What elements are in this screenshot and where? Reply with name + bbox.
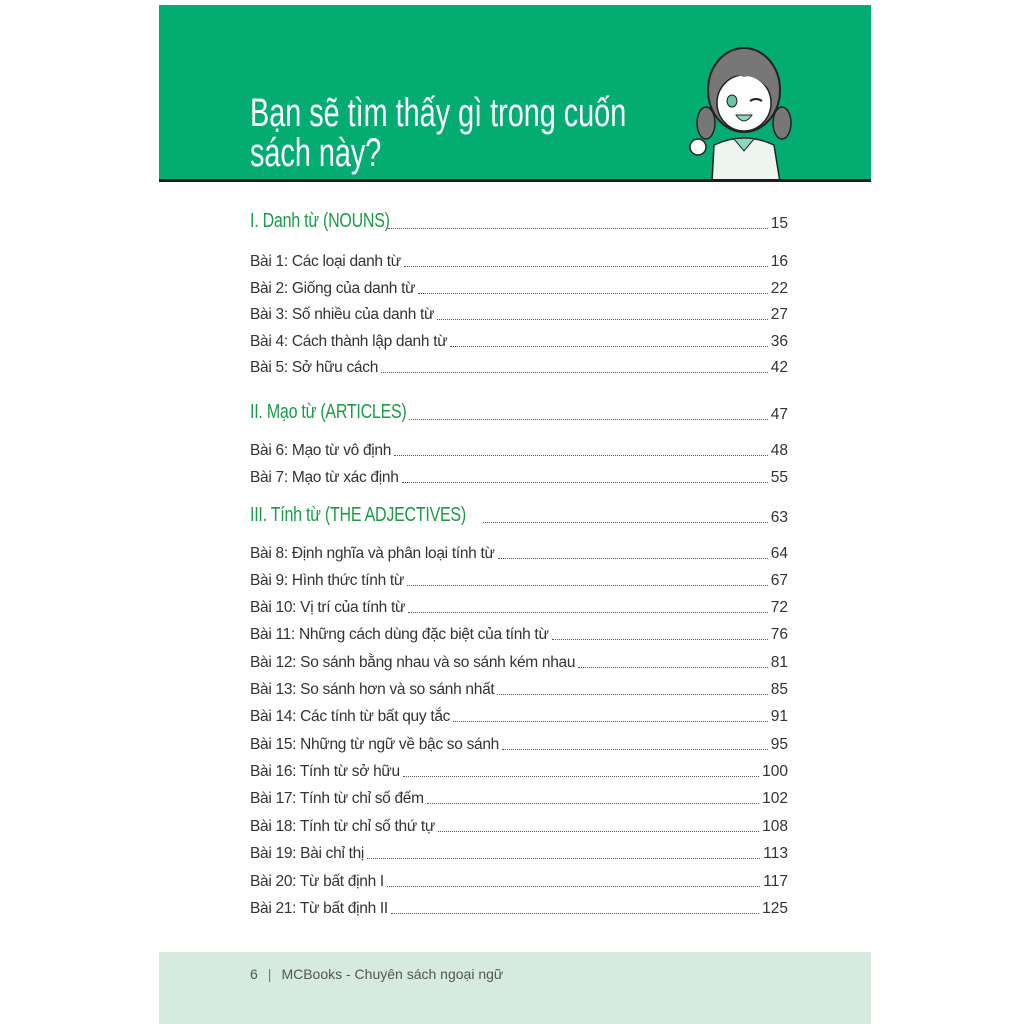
toc-item[interactable] bbox=[250, 543, 788, 563]
toc-page-number: 85 bbox=[770, 681, 788, 698]
toc-page-number: 22 bbox=[770, 280, 788, 297]
footer-page-number: 6 bbox=[250, 966, 258, 982]
cartoon-girl-illustration bbox=[684, 35, 804, 182]
toc-page-number: 95 bbox=[770, 736, 788, 753]
dot-leader bbox=[438, 831, 759, 832]
toc-item[interactable] bbox=[250, 624, 788, 644]
footer-publisher: MCBooks - Chuyên sách ngoại ngữ bbox=[281, 966, 504, 982]
dot-leader bbox=[409, 419, 768, 420]
toc-item[interactable] bbox=[250, 251, 788, 271]
toc-label: Bài 20: Từ bất định I bbox=[250, 873, 384, 890]
toc-page-number: 100 bbox=[762, 763, 788, 780]
toc-label: Bài 14: Các tính từ bất quy tắc bbox=[250, 708, 451, 725]
toc-page-number: 47 bbox=[770, 406, 788, 423]
dot-leader bbox=[427, 803, 759, 804]
title-line-1: Bạn sẽ tìm thấy gì trong cuốn bbox=[250, 91, 627, 135]
toc-label: Bài 21: Từ bất định II bbox=[250, 900, 388, 917]
toc-label: Bài 2: Giống của danh từ bbox=[250, 280, 416, 297]
toc-item[interactable] bbox=[250, 440, 788, 460]
toc-item[interactable] bbox=[250, 816, 788, 836]
dot-leader bbox=[407, 585, 768, 586]
toc-label: Bài 12: So sánh bằng nhau và so sánh kém nhau bbox=[250, 654, 576, 671]
toc-page-number: 76 bbox=[770, 626, 788, 643]
page-title bbox=[250, 93, 626, 173]
toc-item[interactable] bbox=[250, 304, 788, 324]
toc-page-number: 64 bbox=[770, 545, 788, 562]
dot-leader bbox=[408, 612, 768, 613]
toc-page-number: 48 bbox=[770, 442, 788, 459]
toc-page-number: 63 bbox=[770, 509, 788, 526]
toc-item[interactable] bbox=[250, 898, 788, 918]
toc-section[interactable] bbox=[250, 209, 788, 233]
toc-page-number: 102 bbox=[762, 790, 788, 807]
toc-label: Bài 19: Bài chỉ thị bbox=[250, 845, 365, 862]
header-band bbox=[159, 5, 871, 179]
toc-label: Bài 4: Cách thành lập danh từ bbox=[250, 333, 448, 350]
toc-label: Bài 16: Tính từ sở hữu bbox=[250, 763, 400, 780]
toc-label: Bài 18: Tính từ chỉ số thứ tự bbox=[250, 818, 435, 835]
toc-item[interactable] bbox=[250, 467, 788, 487]
toc-section[interactable] bbox=[250, 400, 788, 424]
dot-leader bbox=[502, 749, 768, 750]
dot-leader bbox=[418, 293, 768, 294]
toc-page-number: 15 bbox=[770, 215, 788, 232]
toc-label: Bài 10: Vị trí của tính từ bbox=[250, 599, 406, 616]
toc-label: Bài 9: Hình thức tính từ bbox=[250, 572, 404, 589]
dot-leader bbox=[497, 694, 767, 695]
toc-page-number: 27 bbox=[770, 306, 788, 323]
dot-leader bbox=[381, 372, 768, 373]
toc-label: III. Tính từ (THE ADJECTIVES) bbox=[250, 504, 466, 526]
dot-leader bbox=[437, 319, 768, 320]
title-line-2: sách này? bbox=[250, 131, 382, 175]
toc-page-number: 42 bbox=[770, 359, 788, 376]
dot-leader bbox=[552, 639, 768, 640]
book-page bbox=[159, 5, 871, 1024]
dot-leader bbox=[387, 886, 760, 887]
toc-item[interactable] bbox=[250, 871, 788, 891]
toc-label: Bài 17: Tính từ chỉ số đếm bbox=[250, 790, 424, 807]
toc-item[interactable] bbox=[250, 652, 788, 672]
toc-item[interactable] bbox=[250, 357, 788, 377]
toc-page-number: 72 bbox=[770, 599, 788, 616]
toc-label: I. Danh từ (NOUNS) bbox=[250, 210, 390, 232]
toc-item[interactable] bbox=[250, 761, 788, 781]
toc-label: Bài 6: Mạo từ vô định bbox=[250, 442, 392, 459]
toc-label: Bài 1: Các loại danh từ bbox=[250, 253, 401, 270]
toc-page-number: 16 bbox=[770, 253, 788, 270]
toc-label: Bài 7: Mạo từ xác định bbox=[250, 469, 399, 486]
toc-item[interactable] bbox=[250, 679, 788, 699]
toc-item[interactable] bbox=[250, 843, 788, 863]
toc-item[interactable] bbox=[250, 706, 788, 726]
toc-page-number: 55 bbox=[770, 469, 788, 486]
toc-label: Bài 8: Định nghĩa và phân loại tính từ bbox=[250, 545, 495, 562]
dot-leader bbox=[404, 266, 768, 267]
dot-leader bbox=[394, 455, 768, 456]
dot-leader bbox=[391, 913, 759, 914]
toc-label: Bài 15: Những từ ngữ về bậc so sánh bbox=[250, 736, 499, 753]
toc-item[interactable] bbox=[250, 788, 788, 808]
toc-page-number: 113 bbox=[763, 845, 788, 862]
toc-item[interactable] bbox=[250, 734, 788, 754]
toc-label: Bài 5: Sở hữu cách bbox=[250, 359, 379, 376]
dot-leader bbox=[498, 558, 768, 559]
toc-page-number: 81 bbox=[770, 654, 788, 671]
header-divider bbox=[159, 179, 871, 182]
toc-page-number: 125 bbox=[762, 900, 788, 917]
dot-leader bbox=[450, 346, 767, 347]
toc-item[interactable] bbox=[250, 278, 788, 298]
toc-page-number: 117 bbox=[763, 873, 788, 890]
toc-label: Bài 13: So sánh hơn và so sánh nhất bbox=[250, 681, 495, 698]
dot-leader bbox=[483, 522, 768, 523]
footer-separator: | bbox=[267, 966, 272, 982]
toc-section[interactable] bbox=[250, 503, 788, 527]
toc-label: Bài 11: Những cách dùng đặc biệt của tính từ bbox=[250, 626, 549, 643]
dot-leader bbox=[453, 721, 768, 722]
footer bbox=[159, 952, 871, 1024]
toc-label: Bài 3: Số nhiều của danh từ bbox=[250, 306, 435, 323]
toc-page-number: 91 bbox=[770, 708, 788, 725]
dot-leader bbox=[367, 858, 760, 859]
toc-item[interactable] bbox=[250, 597, 788, 617]
toc-label: II. Mạo từ (ARTICLES) bbox=[250, 401, 407, 423]
toc-item[interactable] bbox=[250, 570, 788, 590]
toc-page-number: 108 bbox=[762, 818, 788, 835]
dot-leader bbox=[388, 228, 768, 229]
toc-item[interactable] bbox=[250, 331, 788, 351]
dot-leader bbox=[403, 776, 759, 777]
toc-page-number: 36 bbox=[770, 333, 788, 350]
dot-leader bbox=[402, 482, 768, 483]
toc-page-number: 67 bbox=[770, 572, 788, 589]
dot-leader bbox=[578, 667, 768, 668]
